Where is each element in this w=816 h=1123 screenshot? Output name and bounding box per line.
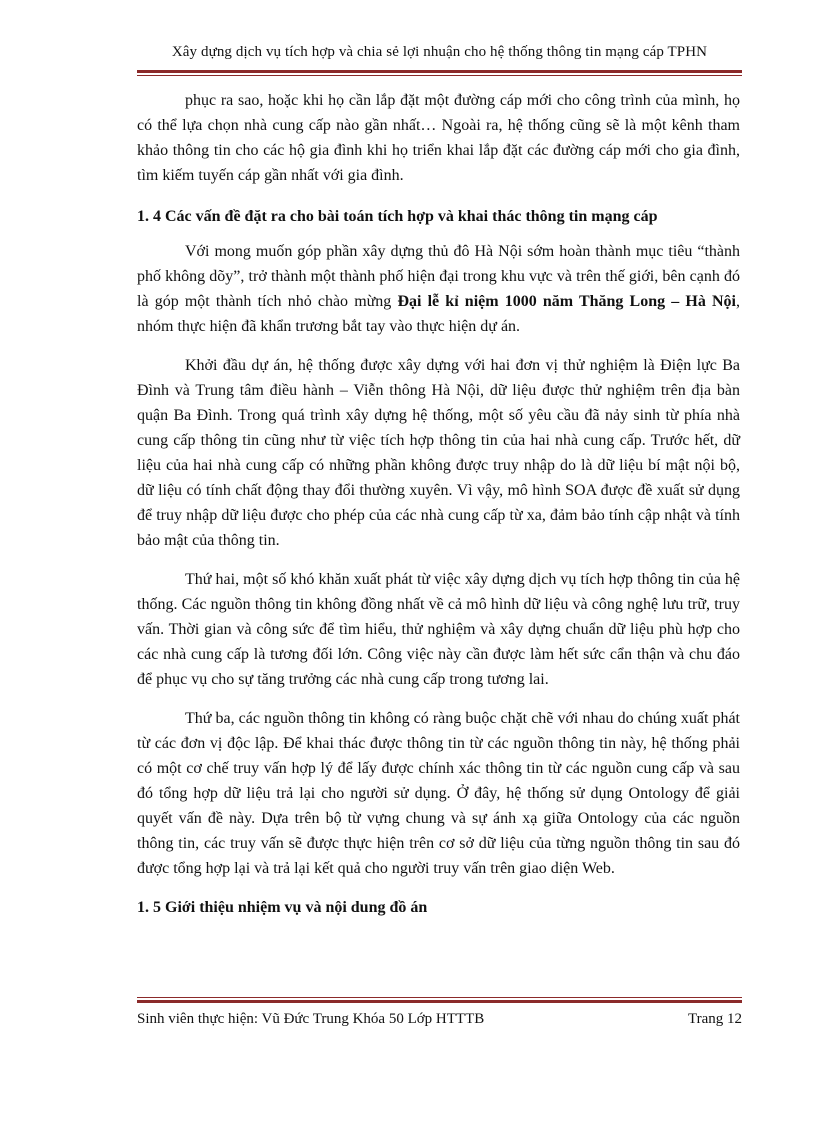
paragraph-1: [137, 239, 740, 339]
page-body: [137, 88, 740, 920]
section-1-5-heading: 1. 5 Giới thiệu nhiệm vụ và nội dung đồ án: [137, 899, 428, 916]
header-rule: [137, 70, 742, 76]
paragraph-3: Thứ hai, một số khó khăn xuất phát từ việc xây dựng dịch vụ tích hợp thông tin của hệ thống. Các nguồn thông tin không đồng nhất về cả mô hình dữ liệu và công nghệ lưu trữ, truy vấn. Thời gian và công sức để tìm hiểu, thử nghiệm và xây dựng chuẩn dữ liệu phù hợp cho các nhà cung cấp là tương đối lớn. Công việc này cần được làm hết sức cẩn thận và chu đáo để phục vụ cho sự tăng trưởng các nhà cung cấp trong tương lai.: [137, 571, 740, 688]
page-number: Trang 12: [687, 1011, 742, 1027]
paragraph-1-text-b: , nhóm thực hiện đã khẩn trương bắt tay vào thực hiện dự án.: [137, 293, 741, 335]
page-footer: [137, 1011, 742, 1028]
footer-rule: [137, 997, 742, 1003]
paragraph-2: Khởi đầu dự án, hệ thống được xây dựng với hai đơn vị thử nghiệm là Điện lực Ba Đình và Trung tâm điều hành – Viễn thông Hà Nội, dữ liệu được thử nghiệm trên địa bàn quận Ba Đình. Trong quá trình xây dựng hệ thống, một số yêu cầu đã nảy sinh từ phía nhà cung cấp thông tin cũng như từ việc tích hợp thông tin của hai nhà cung cấp. Trước hết, dữ liệu của hai nhà cung cấp có những phần không được truy nhập do là dữ liệu bí mật nội bộ, dữ liệu có tính chất động thay đổi thường xuyên. Vì vậy, mô hình SOA được đề xuất sử dụng để truy nhập dữ liệu được cho phép của các nhà cung cấp từ xa, đảm bảo tính cập nhật và tính bảo mật của thông tin.: [137, 357, 740, 549]
footer-author: Sinh viên thực hiện: Vũ Đức Trung Khóa 50 Lớp HTTTB: [137, 1011, 485, 1027]
paragraph-1-bold: Đại lễ kỉ niệm 1000 năm Thăng Long – Hà Nội: [397, 293, 737, 310]
paragraph-1-text-a: Với mong muốn góp phần xây dựng thủ đô Hà Nội sớm hoàn thành mục tiêu “thành phố không dõy”, trở thành một thành phố hiện đại trong khu vực và trên thế giới, bên cạnh đó là góp một thành tích nhỏ chào mừng: [137, 243, 740, 310]
running-header: Xây dựng dịch vụ tích hợp và chia sẻ lợi nhuận cho hệ thống thông tin mạng cáp TPHN: [171, 44, 708, 60]
section-1-4-heading: 1. 4 Các vấn đề đặt ra cho bài toán tích hợp và khai thác thông tin mạng cáp: [137, 208, 658, 225]
paragraph-4: Thứ ba, các nguồn thông tin không có ràng buộc chặt chẽ với nhau do chúng xuất phát từ các đơn vị độc lập. Để khai thác được thông tin từ các nguồn thông tin này, hệ thống phải có một cơ chế truy vấn hợp lý để lấy được chính xác thông tin từ các nguồn cung cấp và sau đó tổng hợp dữ liệu trả lại cho người sử dụng. Ở đây, hệ thống sử dụng Ontology để giải quyết vấn đề này. Dựa trên bộ từ vựng chung và sự ánh xạ giữa Ontology của các nguồn thông tin, các truy vấn sẽ được thực hiện trên cơ sở dữ liệu của từng nguồn thông tin sau đó được tổng hợp lại và trả lại kết quả cho người truy vấn trên giao diện Web.: [137, 710, 740, 877]
intro-paragraph: phục ra sao, hoặc khi họ cần lắp đặt một đường cáp mới cho công trình của mình, họ có thể lựa chọn nhà cung cấp nào gần nhất… Ngoài ra, hệ thống cũng sẽ là một kênh tham khảo thông tin cho các hộ gia đình khi họ triển khai lắp đặt các đường cáp mới cho gia đình, tìm kiếm tuyến cáp gần nhất với gia đình.: [137, 92, 740, 184]
